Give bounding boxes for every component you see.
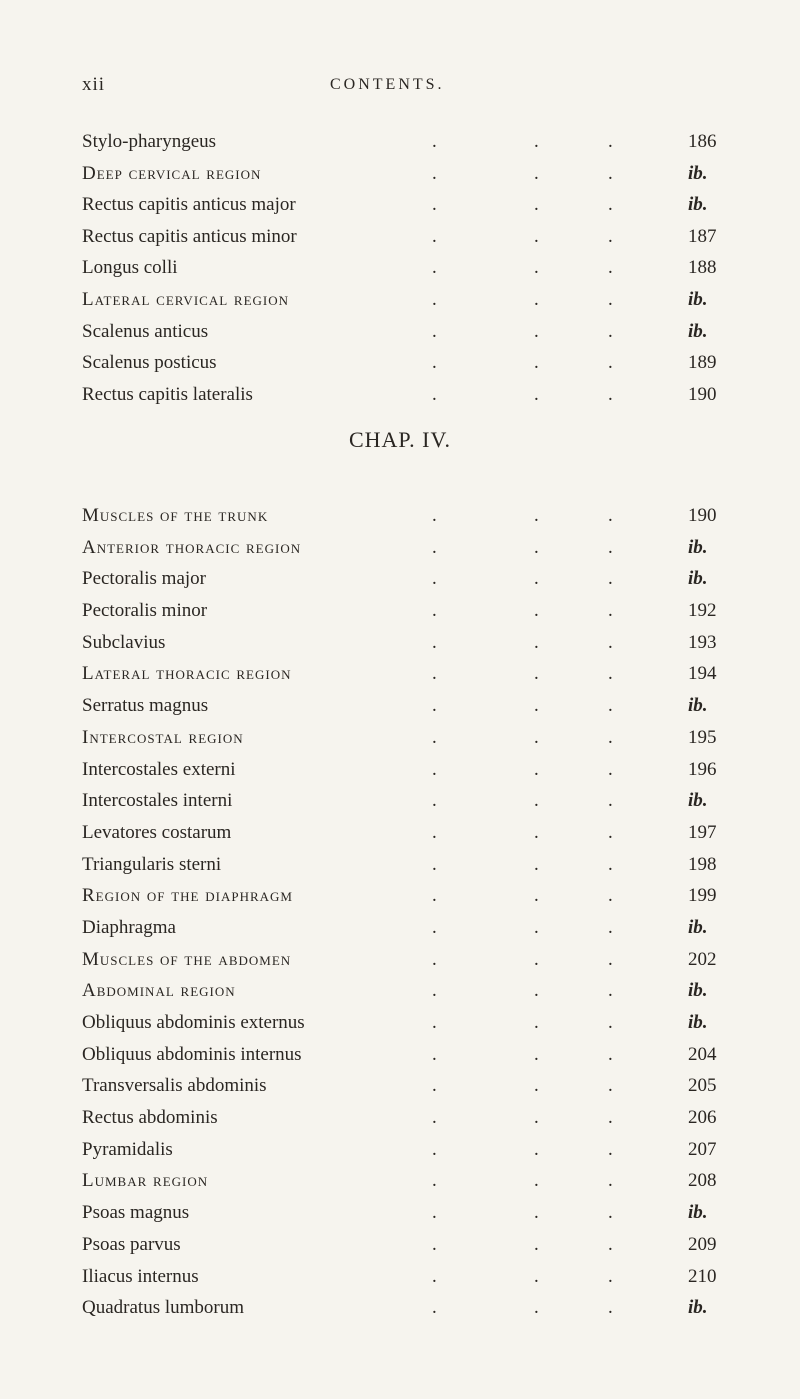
toc-entry-page: 193 — [688, 631, 717, 653]
toc-entry-page: 189 — [688, 352, 717, 374]
leader-dot: . — [534, 695, 539, 717]
toc-entry-title: Lumbar region — [82, 1170, 209, 1192]
leader-dot: . — [534, 790, 539, 812]
toc-entry-page: 194 — [688, 663, 717, 685]
toc-entry-title: Iliacus internus — [82, 1265, 199, 1287]
toc-entry — [82, 944, 717, 976]
toc-entry-title: Psoas parvus — [82, 1233, 181, 1255]
toc-entry-title: Intercostales interni — [82, 790, 233, 812]
toc-entry-title: Rectus capitis lateralis — [82, 383, 253, 405]
leader-dot: . — [608, 1043, 613, 1065]
leader-dot: . — [534, 1265, 539, 1287]
toc-entry-title: Muscles of the trunk — [82, 505, 269, 526]
toc-entry-title: Rectus capitis anticus major — [82, 194, 296, 216]
toc-entry-title: Lateral cervical region — [82, 288, 289, 310]
chapter-heading: CHAP. IV. — [348, 427, 452, 452]
leader-dot: . — [432, 600, 437, 622]
leader-dot: . — [534, 1043, 539, 1065]
leader-dot: . — [432, 853, 437, 875]
toc-entry-page: 204 — [688, 1043, 717, 1065]
toc-entry-page: ib. — [688, 536, 708, 558]
toc-entry — [82, 532, 712, 564]
leader-dot: . — [534, 1012, 539, 1033]
leader-dot: . — [534, 320, 539, 342]
leader-dot: . — [608, 131, 613, 152]
leader-dot: . — [608, 194, 613, 216]
leader-dot: . — [608, 1170, 613, 1192]
toc-entry-title: Transversalis abdominis — [82, 1075, 267, 1097]
toc-entry-title: Region of the diaphragm — [82, 885, 293, 907]
toc-entry-page: 196 — [688, 758, 717, 780]
leader-dot: . — [608, 948, 613, 970]
leader-dot: . — [534, 1107, 539, 1129]
leader-dot: . — [608, 288, 613, 310]
leader-dot: . — [608, 225, 613, 247]
toc-entry-title: Pyramidalis — [82, 1138, 173, 1160]
leader-dot: . — [534, 758, 539, 780]
leader-dot: . — [608, 790, 613, 812]
leader-dot: . — [432, 980, 437, 1002]
leader-dot: . — [432, 1138, 437, 1160]
toc-entry — [82, 817, 717, 849]
toc-entry-page: 190 — [688, 505, 717, 526]
leader-dot: . — [534, 916, 539, 938]
toc-entry — [82, 500, 717, 532]
leader-dot: . — [432, 1012, 437, 1033]
leader-dot: . — [608, 916, 613, 938]
leader-dot: . — [432, 352, 437, 374]
toc-entry — [82, 785, 712, 817]
leader-dot: . — [608, 505, 613, 526]
leader-dot: . — [534, 1233, 539, 1255]
toc-entry — [82, 912, 712, 944]
leader-dot: . — [534, 131, 539, 152]
toc-entry-page: 202 — [688, 948, 717, 970]
toc-entry-title: Psoas magnus — [82, 1202, 190, 1224]
leader-dot: . — [432, 695, 437, 717]
leader-dot: . — [608, 631, 613, 653]
leader-dot: . — [534, 1297, 539, 1319]
leader-dot: . — [432, 288, 437, 310]
toc-entry-title: Stylo-pharyngeus — [82, 131, 217, 152]
toc-entry-page: 188 — [688, 257, 717, 279]
leader-dot: . — [432, 758, 437, 780]
leader-dot: . — [534, 257, 539, 279]
leader-dot: . — [608, 257, 613, 279]
toc-entry — [82, 1134, 717, 1166]
toc-entry-title: Obliquus abdominis externus — [82, 1012, 305, 1033]
leader-dot: . — [432, 1202, 437, 1224]
toc-entry — [82, 1102, 717, 1134]
leader-dot: . — [534, 505, 539, 526]
leader-dot: . — [608, 980, 613, 1002]
toc-entry-title: Deep cervical region — [82, 162, 262, 184]
toc-entry-title: Diaphragma — [82, 916, 176, 938]
leader-dot: . — [432, 663, 437, 685]
leader-dot: . — [432, 1233, 437, 1255]
toc-entry — [82, 1261, 717, 1293]
toc-section-1 — [82, 126, 717, 410]
toc-entry-page: 199 — [688, 885, 717, 907]
leader-dot: . — [534, 352, 539, 374]
toc-entry-title: Quadratus lumborum — [82, 1297, 245, 1319]
toc-entry — [82, 1197, 712, 1229]
leader-dot: . — [534, 600, 539, 622]
leader-dot: . — [608, 568, 613, 590]
leader-dot: . — [608, 600, 613, 622]
leader-dot: . — [534, 383, 539, 405]
toc-entry-title: Muscles of the abdomen — [82, 948, 292, 970]
leader-dot: . — [432, 726, 437, 748]
leader-dot: . — [608, 1012, 613, 1033]
leader-dot: . — [432, 1265, 437, 1287]
toc-entry — [82, 1229, 717, 1261]
toc-entry — [82, 189, 712, 221]
leader-dot: . — [608, 1297, 613, 1319]
toc-entry-title: Anterior thoracic region — [82, 536, 302, 558]
toc-entry — [82, 379, 717, 411]
toc-entry-page: ib. — [688, 1297, 708, 1319]
toc-entry-page: 195 — [688, 726, 717, 748]
leader-dot: . — [534, 631, 539, 653]
leader-dot: . — [608, 352, 613, 374]
leader-dot: . — [432, 162, 437, 184]
leader-dot: . — [608, 663, 613, 685]
leader-dot: . — [608, 1233, 613, 1255]
leader-dot: . — [432, 1043, 437, 1065]
toc-entry — [82, 316, 712, 348]
page-header — [0, 74, 800, 104]
leader-dot: . — [608, 1202, 613, 1224]
toc-entry-page: ib. — [688, 980, 708, 1002]
leader-dot: . — [432, 885, 437, 907]
leader-dot: . — [432, 505, 437, 526]
toc-entry — [82, 1292, 712, 1324]
toc-entry — [82, 126, 717, 158]
leader-dot: . — [608, 1075, 613, 1097]
toc-entry-page: ib. — [688, 1202, 708, 1224]
toc-entry-page: 190 — [688, 383, 717, 405]
toc-entry-page: 209 — [688, 1233, 717, 1255]
leader-dot: . — [534, 885, 539, 907]
leader-dot: . — [432, 1107, 437, 1129]
toc-entry-page: 208 — [688, 1170, 717, 1192]
running-head: CONTENTS. — [330, 76, 445, 93]
toc-entry-page: 198 — [688, 853, 717, 875]
toc-entry-title: Lateral thoracic region — [82, 663, 292, 685]
toc-entry-title: Scalenus anticus — [82, 320, 209, 342]
leader-dot: . — [608, 320, 613, 342]
toc-entry — [82, 658, 717, 690]
toc-entry — [82, 849, 717, 881]
leader-dot: . — [432, 568, 437, 590]
leader-dot: . — [534, 568, 539, 590]
leader-dot: . — [608, 726, 613, 748]
leader-dot: . — [432, 631, 437, 653]
toc-entry-page: ib. — [688, 320, 708, 342]
toc-entry-page: 186 — [688, 131, 717, 152]
leader-dot: . — [432, 948, 437, 970]
toc-entry-page: 187 — [688, 225, 717, 247]
toc-entry-page: ib. — [688, 194, 708, 216]
toc-entry-page: ib. — [688, 916, 708, 938]
toc-entry — [82, 627, 717, 659]
toc-entry-page: ib. — [688, 790, 708, 812]
toc-entry-page: 205 — [688, 1075, 717, 1097]
toc-entry — [82, 221, 717, 253]
leader-dot: . — [534, 1138, 539, 1160]
toc-entry — [82, 1070, 717, 1102]
toc-entry-title: Longus colli — [82, 257, 178, 279]
toc-entry-page: ib. — [688, 568, 708, 590]
toc-entry — [82, 563, 712, 595]
leader-dot: . — [432, 131, 437, 152]
leader-dot: . — [432, 1297, 437, 1319]
leader-dot: . — [534, 194, 539, 216]
leader-dot: . — [534, 663, 539, 685]
leader-dot: . — [608, 162, 613, 184]
leader-dot: . — [608, 695, 613, 717]
leader-dot: . — [608, 1138, 613, 1160]
leader-dot: . — [534, 1202, 539, 1224]
leader-dot: . — [534, 162, 539, 184]
toc-entry-title: Intercostal region — [82, 726, 244, 748]
toc-entry-title: Intercostales externi — [82, 758, 236, 780]
toc-entry-title: Serratus magnus — [82, 695, 209, 717]
toc-entry — [82, 754, 717, 786]
leader-dot: . — [534, 980, 539, 1002]
toc-entry — [82, 722, 717, 754]
leader-dot: . — [534, 853, 539, 875]
toc-entry-title: Levatores costarum — [82, 821, 232, 843]
toc-entry — [82, 158, 712, 190]
toc-entry — [82, 975, 712, 1007]
leader-dot: . — [432, 790, 437, 812]
leader-dot: . — [432, 536, 437, 558]
toc-entry-title: Rectus capitis anticus minor — [82, 225, 297, 247]
toc-entry-page: ib. — [688, 695, 708, 717]
toc-entry-title: Obliquus abdominis internus — [82, 1043, 302, 1065]
leader-dot: . — [432, 257, 437, 279]
toc-entry — [82, 1007, 712, 1039]
leader-dot: . — [608, 1265, 613, 1287]
leader-dot: . — [534, 536, 539, 558]
toc-entry-page: 197 — [688, 821, 717, 843]
toc-entry — [82, 1165, 717, 1197]
toc-entry-page: ib. — [688, 1012, 708, 1033]
leader-dot: . — [534, 1170, 539, 1192]
leader-dot: . — [432, 194, 437, 216]
leader-dot: . — [432, 383, 437, 405]
toc-entry — [82, 595, 717, 627]
toc-entry-page: 210 — [688, 1265, 717, 1287]
leader-dot: . — [432, 225, 437, 247]
leader-dot: . — [608, 383, 613, 405]
toc-entry-title: Abdominal region — [82, 980, 236, 1002]
toc-entry — [82, 252, 717, 284]
toc-entry — [82, 880, 717, 912]
leader-dot: . — [608, 853, 613, 875]
leader-dot: . — [608, 1107, 613, 1129]
leader-dot: . — [432, 821, 437, 843]
leader-dot: . — [432, 1075, 437, 1097]
toc-entry-title: Pectoralis major — [82, 568, 206, 590]
toc-entry — [82, 690, 712, 722]
toc-entry — [82, 1039, 717, 1071]
leader-dot: . — [534, 948, 539, 970]
toc-entry-title: Subclavius — [82, 631, 166, 653]
toc-entry-page: 207 — [688, 1138, 717, 1160]
toc-entry-title: Pectoralis minor — [82, 600, 208, 622]
toc-entry — [82, 284, 712, 316]
toc-entry-title: Rectus abdominis — [82, 1107, 218, 1129]
leader-dot: . — [608, 536, 613, 558]
leader-dot: . — [432, 1170, 437, 1192]
leader-dot: . — [534, 288, 539, 310]
page-number: xii — [82, 74, 106, 95]
leader-dot: . — [608, 821, 613, 843]
toc-entry-page: 206 — [688, 1107, 717, 1129]
toc-section-2 — [82, 500, 717, 1324]
leader-dot: . — [534, 726, 539, 748]
leader-dot: . — [608, 758, 613, 780]
toc-entry-page: ib. — [688, 162, 708, 184]
toc-entry-title: Triangularis sterni — [82, 853, 222, 875]
toc-entry-page: 192 — [688, 600, 717, 622]
toc-entry — [82, 347, 717, 379]
leader-dot: . — [608, 885, 613, 907]
leader-dot: . — [534, 821, 539, 843]
leader-dot: . — [432, 916, 437, 938]
leader-dot: . — [432, 320, 437, 342]
leader-dot: . — [534, 1075, 539, 1097]
toc-entry-page: ib. — [688, 288, 708, 310]
leader-dot: . — [534, 225, 539, 247]
toc-entry-title: Scalenus posticus — [82, 352, 217, 374]
